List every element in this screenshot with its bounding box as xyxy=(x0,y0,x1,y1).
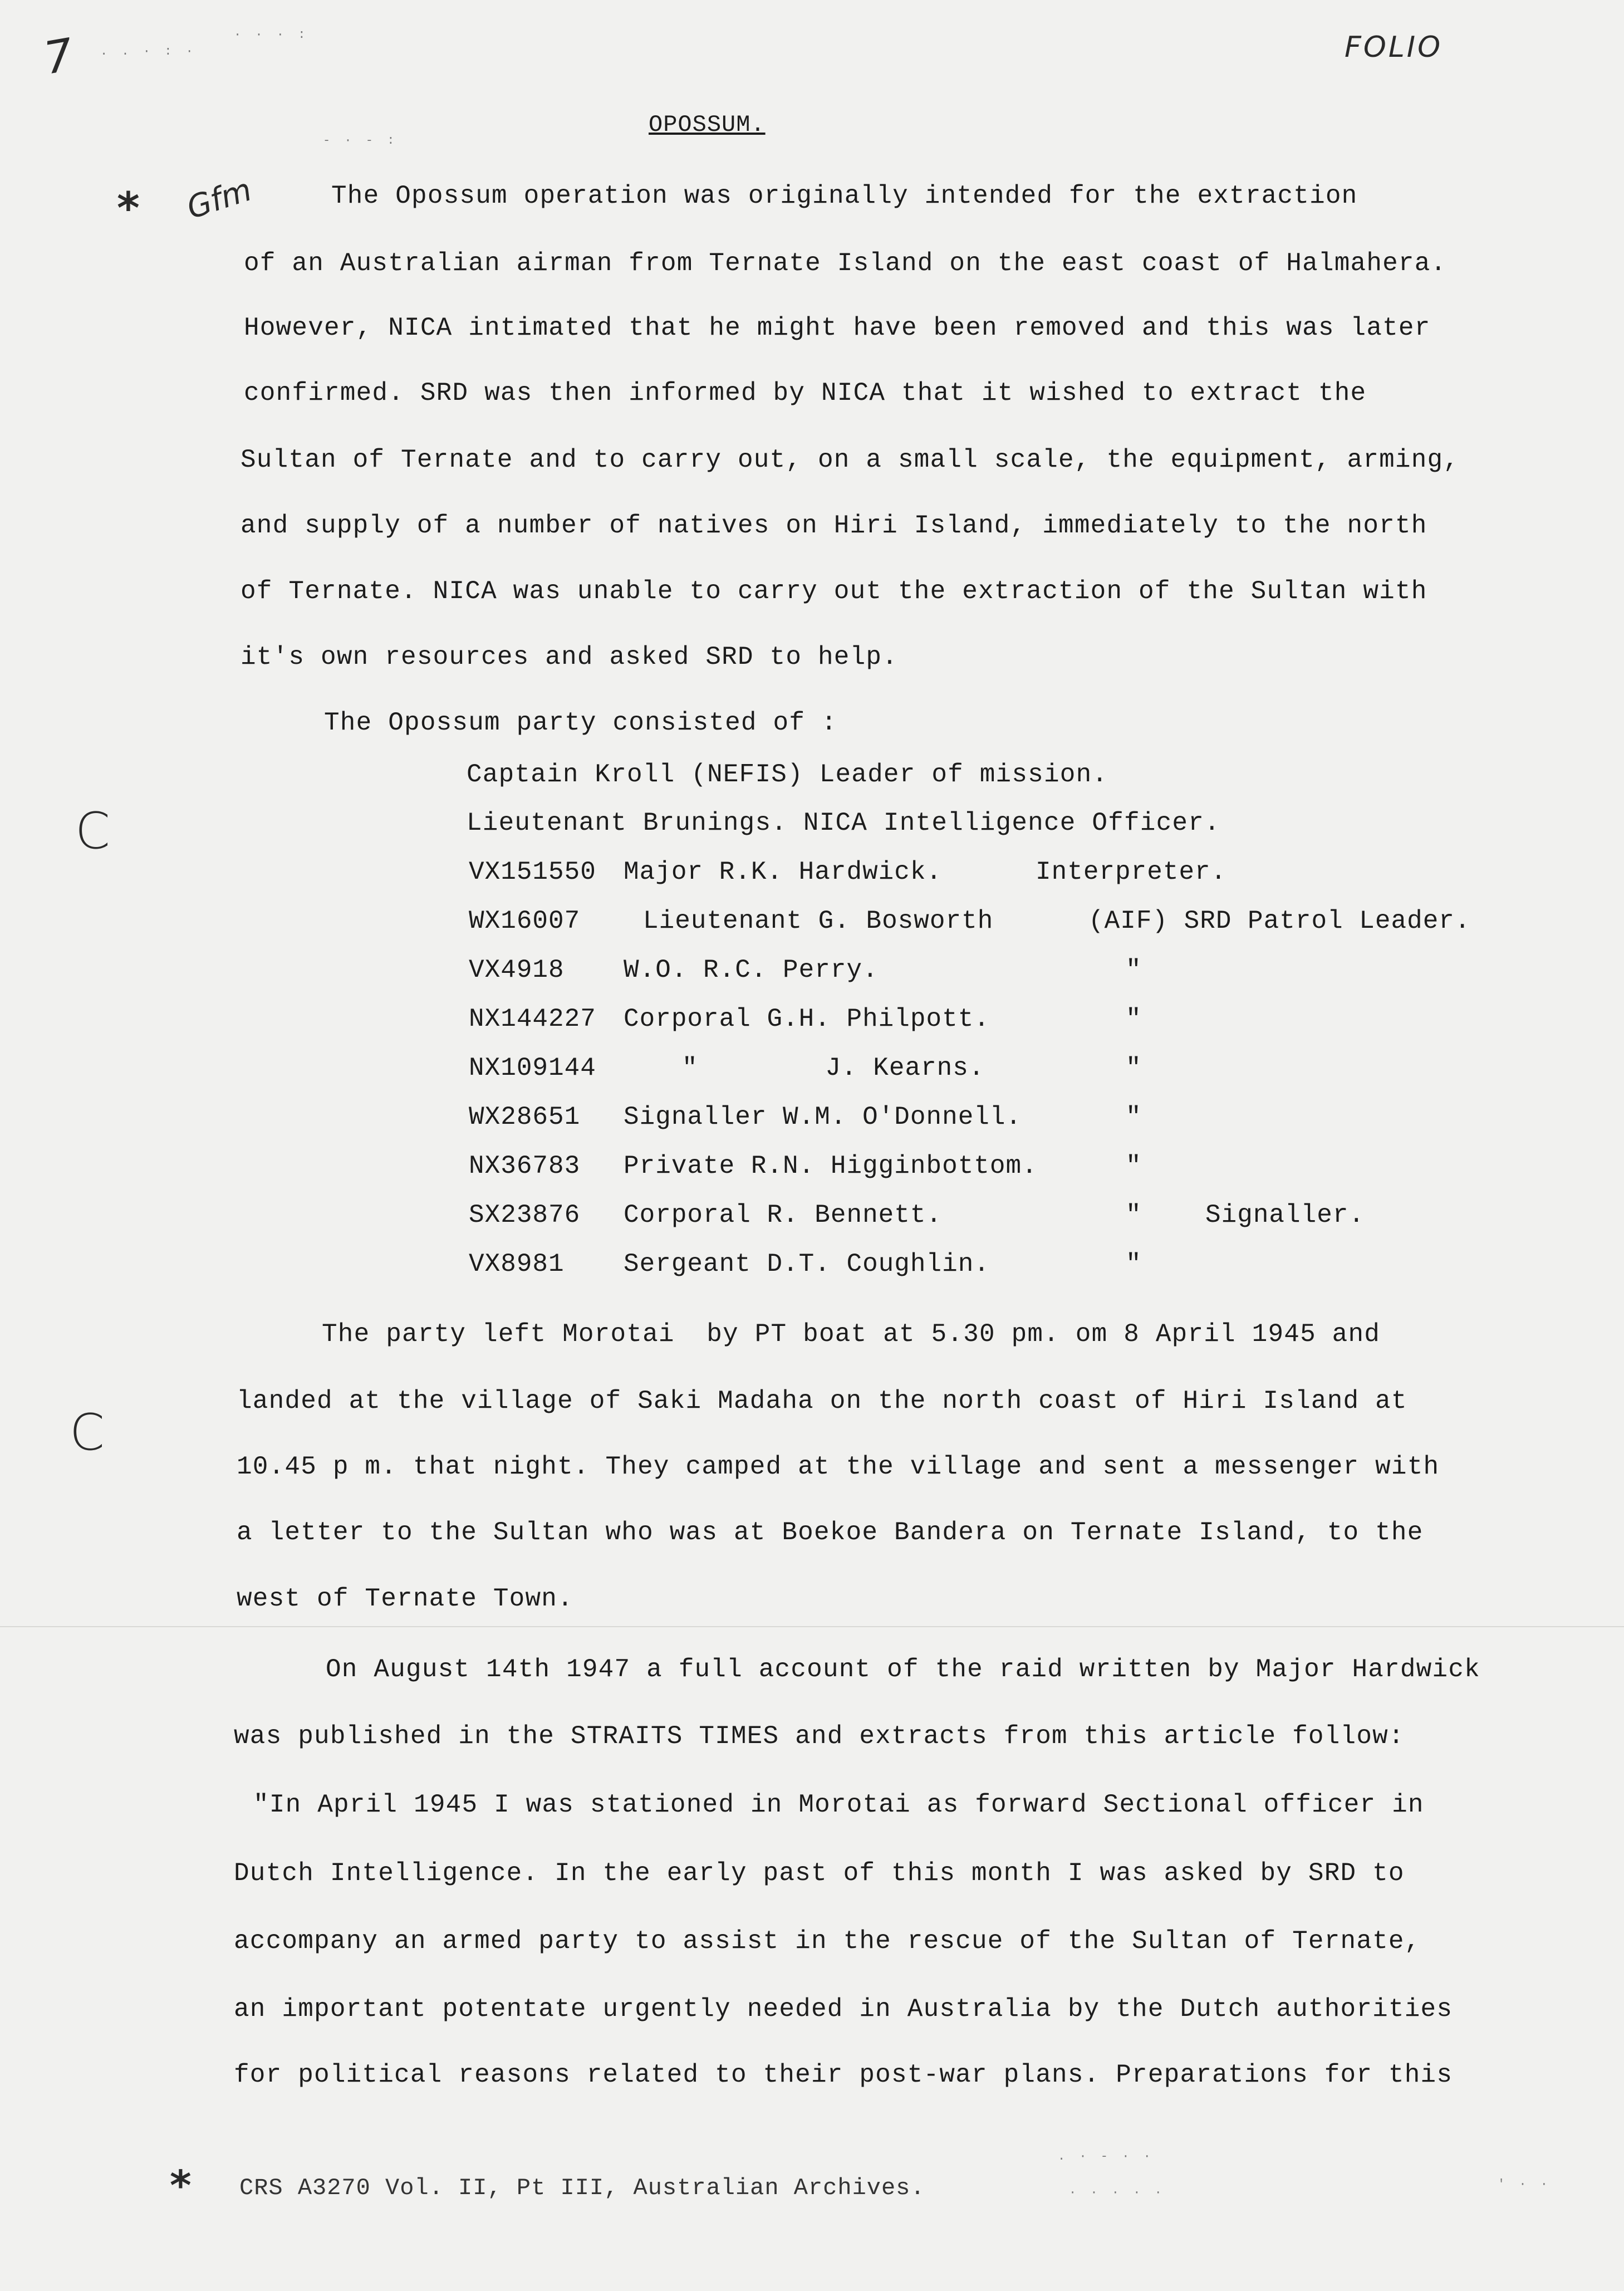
member-name: Lieutenant G. Bosworth xyxy=(643,907,994,936)
scan-specks: ' · · xyxy=(1498,2177,1552,2191)
document-title: OPOSSUM. xyxy=(649,111,766,138)
ditto-mark: " xyxy=(1126,1103,1142,1132)
body-line: west of Ternate Town. xyxy=(237,1584,573,1613)
scan-specks: · · · : xyxy=(234,28,309,42)
body-line: for political reasons related to their post-war plans. Preparations for this xyxy=(234,2060,1453,2089)
member-name: " J. Kearns. xyxy=(682,1054,985,1083)
body-line: 10.45 p m. that night. They camped at the village and sent a messenger with xyxy=(237,1452,1440,1481)
ditto-mark: " xyxy=(1126,1152,1142,1181)
service-number: NX109144 xyxy=(469,1054,596,1083)
body-line: landed at the village of Saki Madaha on the north coast of Hiri Island at xyxy=(237,1387,1407,1416)
intro-line: Sultan of Ternate and to carry out, on a small scale, the equipment, arming, xyxy=(241,446,1460,474)
top-left-mark: 7 xyxy=(40,28,77,85)
member-name: Sergeant D.T. Coughlin. xyxy=(624,1250,990,1279)
margin-bracket-1: C xyxy=(75,802,110,860)
intro-line: The Opossum operation was originally intended for the extraction xyxy=(331,182,1358,211)
scan-specks: . . · : · xyxy=(100,45,197,58)
party-row: Lieutenant Brunings. NICA Intelligence Officer. xyxy=(467,809,1220,838)
member-name: Private R.N. Higginbottom. xyxy=(624,1152,1038,1181)
service-number: NX144227 xyxy=(469,1005,596,1034)
scan-specks: - · - : xyxy=(323,134,398,148)
service-number: SX23876 xyxy=(469,1201,581,1230)
margin-star: * xyxy=(117,184,140,234)
service-number: VX151550 xyxy=(469,858,596,887)
page-fold-line xyxy=(0,1626,1624,1627)
body-line: On August 14th 1947 a full account of the raid written by Major Hardwick xyxy=(326,1655,1480,1684)
member-role: Signaller. xyxy=(1205,1201,1365,1230)
archive-citation: CRS A3270 Vol. II, Pt III, Australian Archives. xyxy=(239,2175,925,2201)
member-role: Interpreter. xyxy=(1036,858,1227,887)
footer-star: * xyxy=(170,2162,192,2210)
member-name: W.O. R.C. Perry. xyxy=(624,956,879,985)
member-role: (AIF) SRD Patrol Leader. xyxy=(1088,907,1471,936)
folio-mark: FOLIO xyxy=(1345,31,1443,64)
ditto-mark: " xyxy=(1126,1005,1142,1034)
ditto-mark: " xyxy=(1126,1054,1142,1083)
service-number: WX16007 xyxy=(469,907,581,936)
party-row: Captain Kroll (NEFIS) Leader of mission. xyxy=(467,760,1108,789)
member-name: Signaller W.M. O'Donnell. xyxy=(624,1103,1022,1132)
intro-line: of an Australian airman from Ternate Island on the east coast of Halmahera. xyxy=(244,249,1447,278)
ditto-mark: " xyxy=(1126,1250,1142,1279)
body-line: Dutch Intelligence. In the early past of this month I was asked by SRD to xyxy=(234,1859,1405,1888)
service-number: WX28651 xyxy=(469,1103,581,1132)
body-line: The party left Morotai by PT boat at 5.30 pm. om 8 April 1945 and xyxy=(322,1320,1381,1349)
service-number: VX4918 xyxy=(469,956,565,985)
margin-bracket-2: C xyxy=(70,1403,105,1462)
body-line: accompany an armed party to assist in the rescue of the Sultan of Ternate, xyxy=(234,1927,1421,1956)
scan-specks: · · · · · xyxy=(1069,2186,1165,2200)
body-line: an important potentate urgently needed in Australia by the Dutch authorities xyxy=(234,1995,1453,2024)
member-name: Corporal G.H. Philpott. xyxy=(624,1005,990,1034)
intro-line: it's own resources and asked SRD to help. xyxy=(241,643,898,672)
intro-line: However, NICA intimated that he might have been removed and this was later xyxy=(244,314,1431,342)
margin-initials: Gfm xyxy=(182,172,256,227)
body-line: "In April 1945 I was stationed in Morotai as forward Sectional officer in xyxy=(253,1790,1424,1819)
service-number: VX8981 xyxy=(469,1250,565,1279)
body-line: was published in the STRAITS TIMES and extracts from this article follow: xyxy=(234,1722,1405,1751)
party-intro: The Opossum party consisted of : xyxy=(324,708,837,737)
ditto-mark: " xyxy=(1126,956,1142,985)
intro-line: of Ternate. NICA was unable to carry out the extraction of the Sultan with xyxy=(241,577,1427,606)
intro-line: and supply of a number of natives on Hiri Island, immediately to the north xyxy=(241,511,1427,540)
intro-line: confirmed. SRD was then informed by NICA that it wished to extract the xyxy=(244,379,1367,408)
member-name: Corporal R. Bennett. xyxy=(624,1201,943,1230)
service-number: NX36783 xyxy=(469,1152,581,1181)
ditto-mark: " xyxy=(1126,1201,1142,1230)
body-line: a letter to the Sultan who was at Boekoe Bandera on Ternate Island, to the xyxy=(237,1518,1424,1547)
member-name: Major R.K. Hardwick. xyxy=(624,858,943,887)
scan-specks: . · - · · xyxy=(1058,2150,1154,2163)
